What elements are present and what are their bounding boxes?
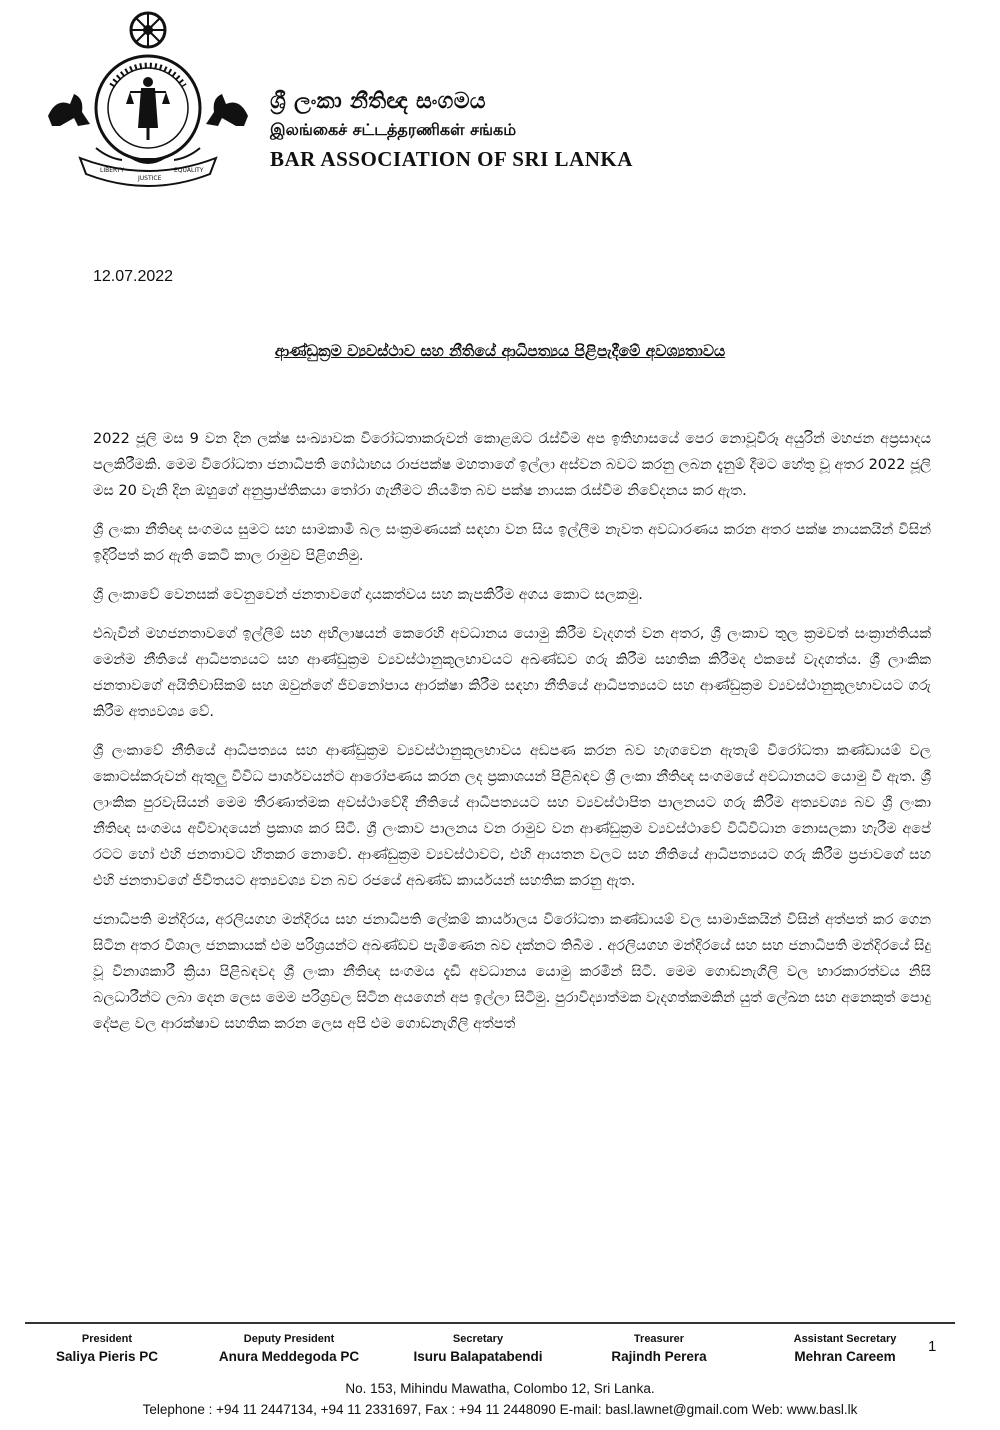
dharma-wheel-icon: [131, 13, 165, 47]
bar-association-emblem-icon: [38, 8, 258, 188]
page-footer: [0, 1318, 1000, 1430]
officer-deputy-president: [204, 1332, 374, 1366]
officer-role: Assistant Secretary: [793, 1333, 897, 1345]
officer-role: President: [81, 1333, 133, 1345]
svg-text:LIBERTY: LIBERTY: [100, 167, 125, 174]
document-body: [93, 426, 931, 1050]
officer-name: Mehran Careem: [794, 1349, 896, 1364]
body-paragraph: ශ්‍රී ලංකාවේ වෙනසක් වෙනුවෙන් ජනතාවගේ දායකත්වය සහ කැපකිරීම අගය කොට සලකමු.: [93, 587, 643, 603]
footer-divider: [25, 1322, 955, 1324]
letterhead: [0, 0, 1000, 200]
org-name-sinhala: ශ්‍රී ලංකා නීතිඥ සංගමය: [270, 89, 486, 114]
officer-secretary: [398, 1332, 558, 1366]
org-name-tamil: இலங்கைச் சட்டத்தரணிகள் சங்கம்: [270, 120, 517, 139]
page-number: 1: [928, 1338, 937, 1355]
officer-name: Saliya Pieris PC: [55, 1349, 159, 1364]
svg-text:EQUALITY: EQUALITY: [174, 167, 204, 174]
officer-role: Deputy President: [243, 1333, 335, 1345]
body-paragraph: එබැවින් මහජනතාවගේ ඉල්ලීම් සහ අභිලාෂයන් කෙරෙහි අවධානය යොමු කිරීම වැදගත් වන අතර, ශ්‍රී ලංකාව තුල ක්‍රමවත් සංක්‍රාන්තියක් මෙන්ම නීතියේ ආධිපත්‍යයට සහ ආණ්ඩුක්‍රම ව්‍යවස්ථානුකූලභාවයට අඛණ්ඩව ගරු කිරීම සහතික කිරීමද එකසේ වැදගත්ය. ශ්‍රී ලාංකික ජනතාවගේ අයිතිවාසිකම් සහ ඔවුන්ගේ ජීවනෝපාය ආරක්ෂා කිරීම සඳහා නීතියේ ආධිපත්‍යයට සහ ආණ්ඩුක්‍රම ව්‍යවස්ථානුකූලභාවයට ගරු කිරීම අත්‍යවශ්‍ය වේ.: [93, 626, 931, 720]
officer-role: Treasurer: [633, 1333, 685, 1345]
lion-icon: [48, 94, 90, 126]
officer-name: Isuru Balapatabendi: [413, 1349, 543, 1364]
body-paragraph: ජනාධිපති මන්දිරය, අරලියගහ මන්දිරය සහ ජනාධිපති ලේකම් කාර්යාලය විරෝධතා කණ්ඩායම් වල සාමාජිකයින් විසින් අත්පත් කර ගෙන සිටින අතර විශාල ජනකායක් එම පරිශ්‍රයන්ට අඛණ්ඩව පැමිණෙන බව දක්නට තිබීම . අරලියගහ මන්දිරයේ සහ සහ ජනාධිපති මන්දිරයේ සිදු වූ විනාශකාරී ක්‍රියා පිළිබඳවද ශ්‍රී ලංකා නීතිඥ සංගමය දැඩි අවධානය යොමු කරමින් සිටී. මෙම ගොඩනැගිලි වල භාරකාරත්වය නිසි බලධාරීන්ට ලබා දෙන ලෙස මෙම පරිශ්‍රවල සිටින අයගෙන් අප ඉල්ලා සිටිමු. පුරාවිද්‍යාත්මක වැදගත්කමකින් යුත් ලේඛන සහ අනෙකුත් පොදු දේපළ වල ආරක්ෂාව සහතික කරන ලෙස අපි එම ගොඩනැගිලි අත්පත්: [93, 912, 931, 1032]
officer-name: Anura Meddegoda PC: [218, 1349, 360, 1364]
organization-names: [270, 88, 790, 172]
body-paragraph: 2022 ජූලි මස 9 වන දින ලක්ෂ සංඛ්‍යාවක විරෝධතාකරුවන් කොළඹට රැස්වීම අප ඉතිහාසයේ පෙර නොවූවිරූ අයුරින් මහජන අප්‍රසාදය පලකිරීමකි. මෙම විරෝධතා ජනාධිපති ගෝඨාභය රාජපක්ෂ මහතාගේ ඉල්ලා අස්වන බවට කරනු ලබන දැනුම් දීමට හේතු වූ අතර 2022 ජූලි මස 20 වැනි දින ඔහුගේ අනුප්‍රාප්තිකයා තෝරා ගැනීමට නියමිත බව පක්ෂ නායක රැස්වීම නිවේදනය කර ඇත.: [93, 431, 931, 499]
officer-treasurer: [584, 1332, 734, 1366]
footer-contact: Telephone : +94 11 2447134, +94 11 2331697, Fax : +94 11 2448090 E-mail: basl.lawnet@gmail.com Web: www.basl.lk: [142, 1402, 858, 1417]
officer-name: Rajindh Perera: [611, 1349, 707, 1364]
body-paragraph: ශ්‍රී ලංකා නීතිඥ සංගමය සුමට සහ සාමකාමී බල සංක්‍රමණයක් සඳහා වන සිය ඉල්ලීම නැවත අවධාරණය කරන අතර පක්ෂ නායකයින් විසින් ඉදිරිපත් කර ඇති කෙටි කාල රාමුව පිළිගනිමු.: [93, 522, 931, 564]
officer-president: [42, 1332, 172, 1366]
lion-icon: [206, 94, 248, 126]
body-paragraph: ශ්‍රී ලංකාවේ නීතියේ ආධිපත්‍යය සහ ආණ්ඩුක්‍රම ව්‍යවස්ථානුකූලභාවය අඩපණ කරන බව හැගවෙන ඇතැම් විරෝධතා කණ්ඩායම් වල කොටස්කරුවන් ඇතුලු විවිධ පාර්ශවයන්ට ආරෝපණය කරන ලද ප්‍රකාශයන් පිළිබඳව ශ්‍රී ලංකා නීතිඥ සංගමයේ අවධානයට යොමු වී ඇත. ශ්‍රී ලාංකික පුරවැසියන් මෙම තීරණාත්මක අවස්ථාවේදී නීතියේ ආධිපත්‍යයට සහ ව්‍යවස්ථාපිත පාලනයට ගරු කිරීම අත්‍යවශ්‍ය බව ශ්‍රී ලංකා නීතිඥ සංගමය අවිවාදයෙන් ප්‍රකාශ කර සිටී. ශ්‍රී ලංකාව පාලනය වන රාමුව වන ආණ්ඩුක්‍රම ව්‍යවස්ථාවේ විධිවිධාන නොසලකා හැරීම අපේ රටට හෝ එහි ජනතාවට හිතකර නොවේ. ආණ්ඩුක්‍රම ව්‍යවස්ථාවට, එහි ආයතන වලට සහ නීතියේ ආධිපත්‍යයට ගරු කිරීම ප්‍රජාවගේ සහ එහි ජනතාවගේ ජීවිතයට අත්‍යවශ්‍ය වන බව රජයේ අඛණ්ඩ කාර්යයන් සහතික කරනු ඇත.: [93, 743, 931, 889]
document-title: ආණ්ඩුක්‍රම ව්‍යවස්ථාව සහ නීතියේ ආධිපත්‍යය පිළිපැදීමේ අවශ්‍යතාවය: [274, 342, 726, 360]
lady-justice-icon: [126, 77, 170, 140]
footer-address: No. 153, Mihindu Mawatha, Colombo 12, Sri Lanka.: [345, 1381, 655, 1396]
org-name-english: BAR ASSOCIATION OF SRI LANKA: [270, 147, 633, 171]
officer-assistant-secretary: [780, 1332, 910, 1366]
svg-text:JUSTICE: JUSTICE: [138, 175, 162, 182]
document-date: 12.07.2022: [93, 268, 174, 285]
officer-role: Secretary: [452, 1333, 504, 1345]
